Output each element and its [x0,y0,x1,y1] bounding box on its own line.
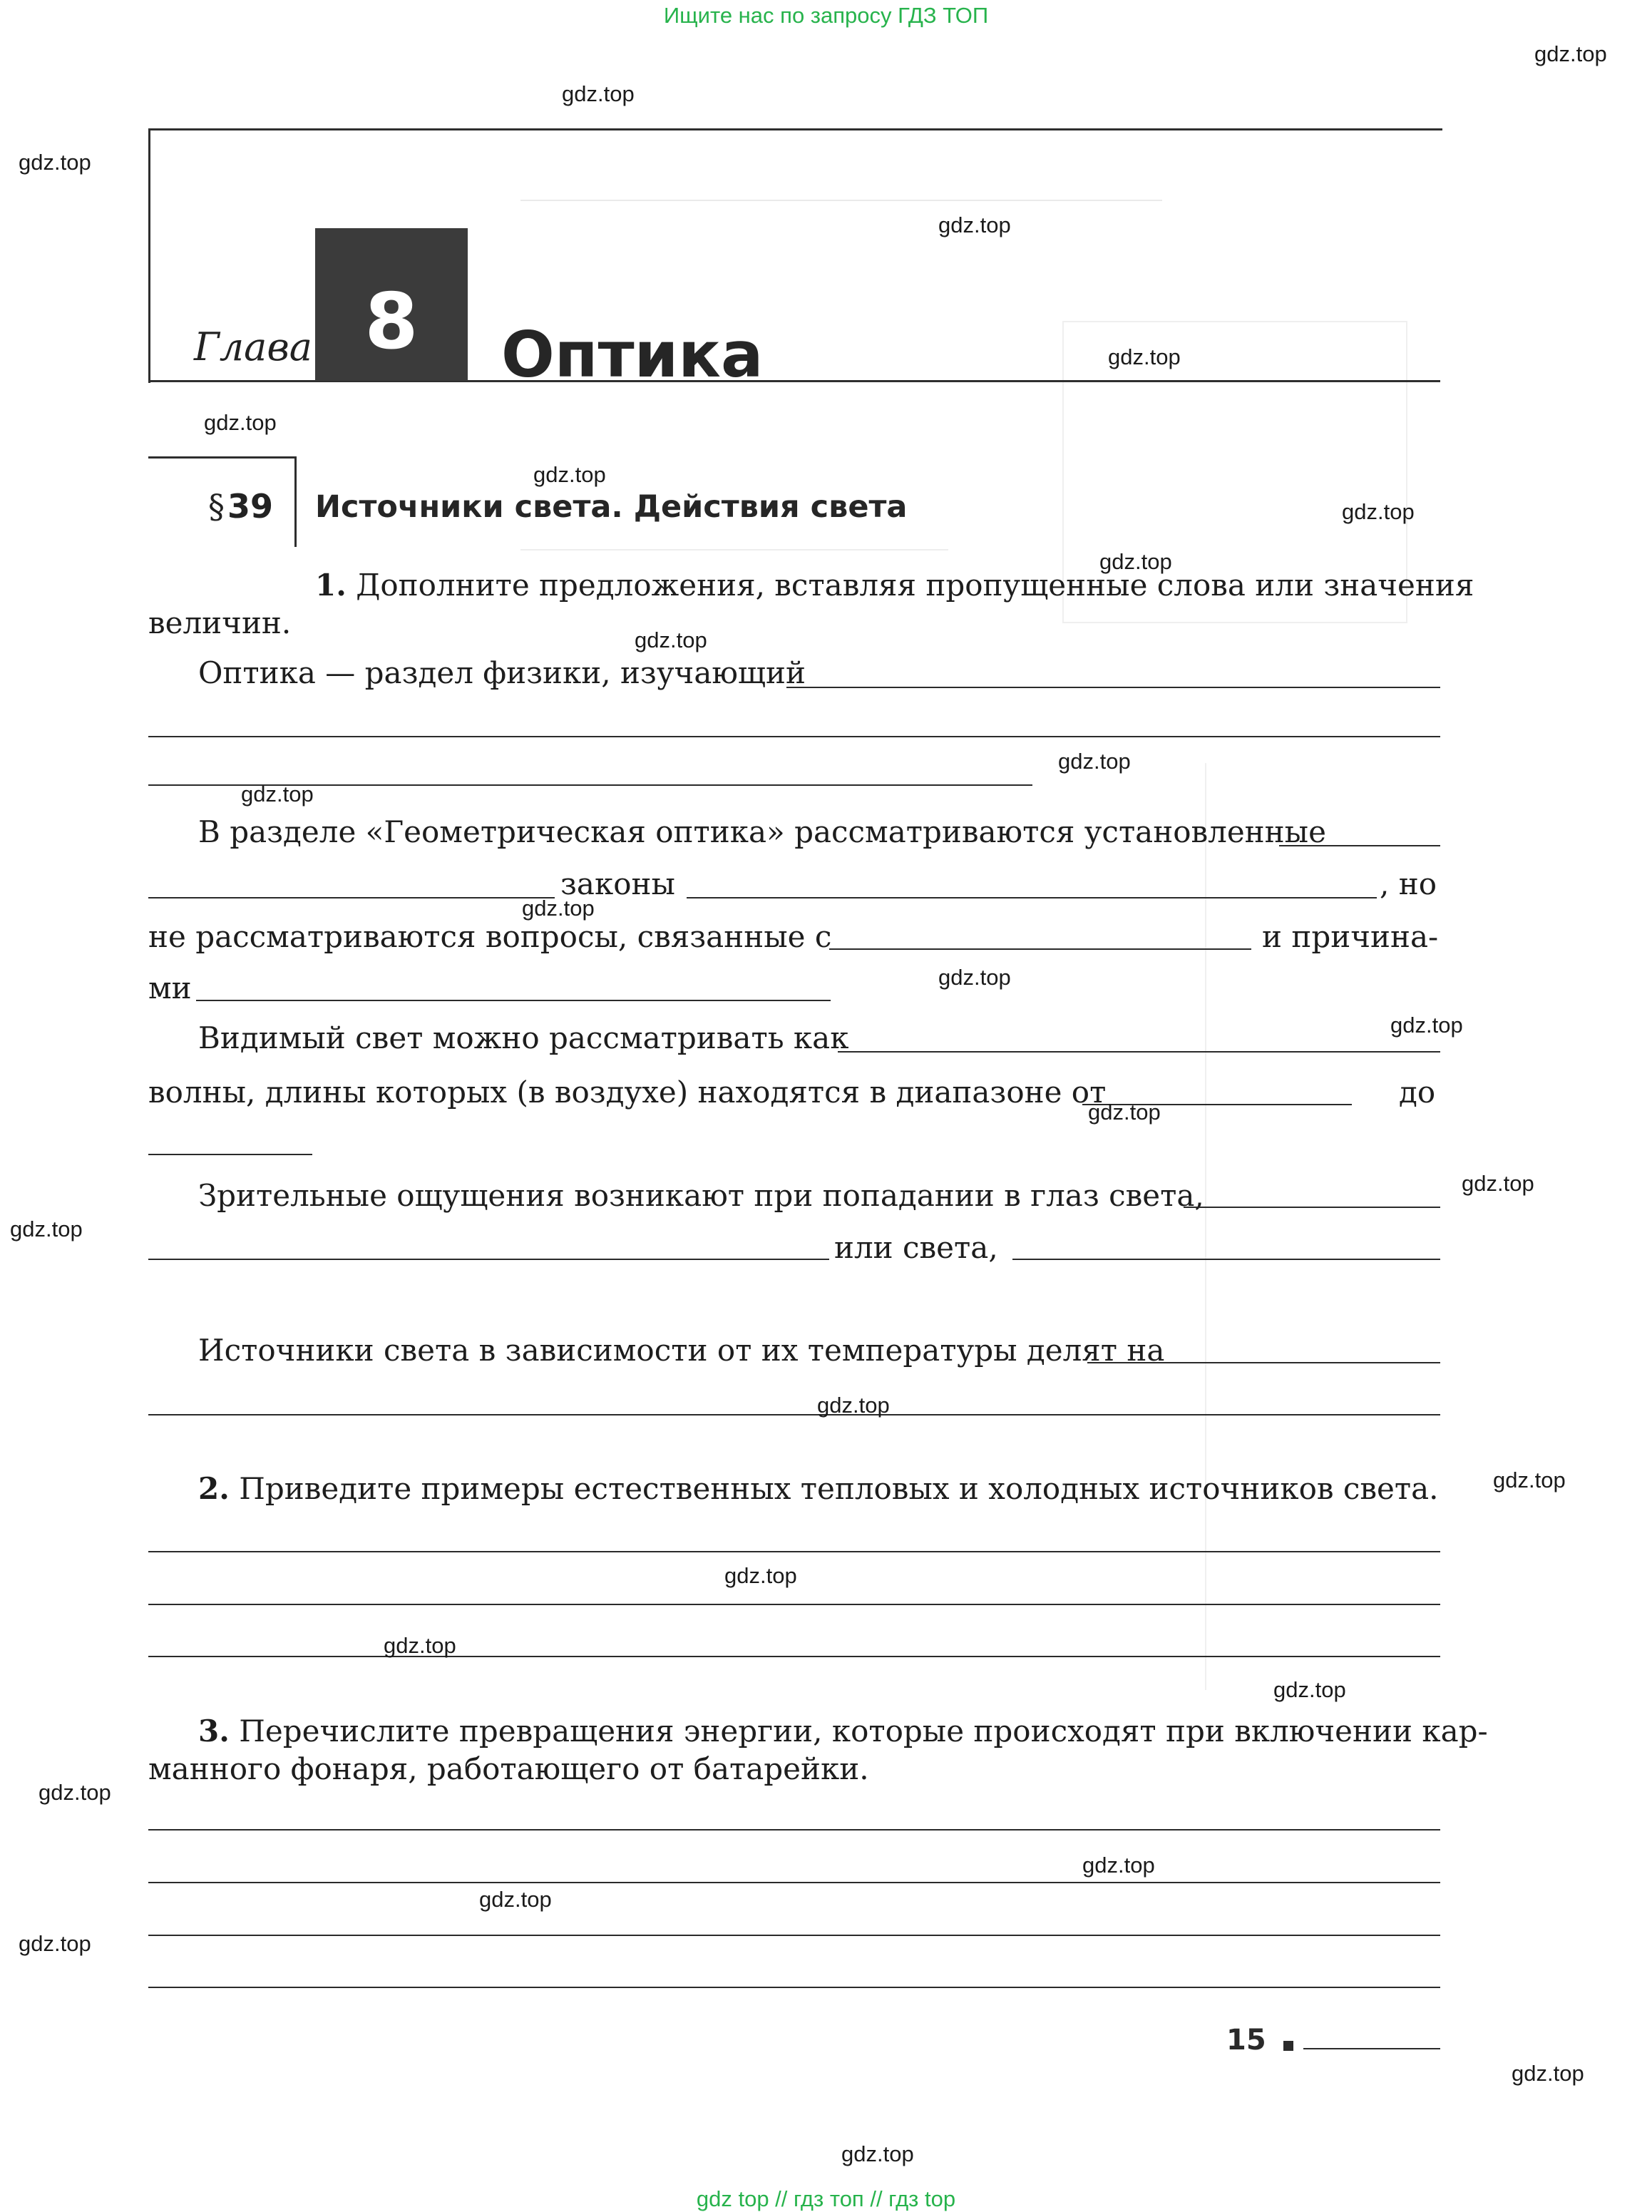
task1-sentence3-laws: законы [560,866,675,901]
task1-sentence9: или света, [834,1230,998,1265]
watermark: gdz.top [938,965,1011,990]
watermark: gdz.top [817,1393,890,1418]
task3-answer-line-4[interactable] [148,1987,1440,1988]
task3-number: 3. [198,1714,230,1748]
blank-2c[interactable] [687,897,1377,898]
watermark: gdz.top [1273,1677,1346,1702]
watermark: gdz.top [724,1563,797,1588]
watermark: gdz.top [1099,549,1172,574]
watermark: gdz.top [1390,1013,1463,1038]
blank-1a[interactable] [786,687,1440,688]
watermark: gdz.top [1108,344,1181,369]
chapter-prefix: Глава [194,324,312,369]
task1-instruction-cont: величин. [148,605,292,640]
top-banner: Ищите нас по запросу ГДЗ ТОП [663,3,989,28]
blank-4a[interactable] [829,948,1251,950]
watermark: gdz.top [1462,1171,1534,1196]
watermark: gdz.top [841,2141,914,2166]
task3-instruction-cont: манного фонаря, работающего от батарейки. [148,1751,869,1786]
blank-7b[interactable] [148,1154,312,1155]
task1-sentence8: Зрительные ощущения возникают при попадании в глаз света, [198,1178,1204,1213]
task2-answer-line-3[interactable] [148,1656,1440,1657]
task3-instruction: Перечислите превращения энергии, которые происходят при включении кар- [239,1714,1488,1748]
page-number: 15 [1226,2024,1266,2057]
watermark: gdz.top [19,150,91,175]
task1-sentence10: Источники света в зависимости от их температуры делят на [198,1333,1165,1368]
watermark: gdz.top [1493,1468,1566,1492]
bottom-banner: gdz top // гдз топ // гдз top [696,2186,956,2211]
section-number: 39 [227,487,274,526]
watermark: gdz.top [204,410,277,435]
task1-instruction: Дополните предложения, вставляя пропущенные слова или значения [356,568,1474,603]
watermark: gdz.top [1534,41,1607,66]
blank-5a[interactable] [196,1000,831,1001]
blank-9b[interactable] [1012,1259,1440,1260]
section-title: Источники света. Действия света [315,489,908,525]
blank-6a[interactable] [838,1051,1440,1053]
task1-sentence1: Оптика — раздел физики, изучающий [198,655,806,690]
watermark: gdz.top [562,81,635,106]
watermark: gdz.top [479,1887,552,1912]
task2-answer-line-1[interactable] [148,1551,1440,1552]
blank-10a[interactable] [1087,1362,1440,1363]
task2-line [198,1472,1439,1506]
task2-answer-line-2[interactable] [148,1604,1440,1605]
task1-sentence7-end: до [1399,1075,1436,1110]
watermark: gdz.top [1088,1100,1161,1125]
blank-2b[interactable] [148,897,555,898]
task3-answer-line-3[interactable] [148,1935,1440,1936]
task2-instruction: Приведите примеры естественных тепловых и холодных источников света. [239,1471,1439,1506]
blank-9a[interactable] [148,1259,829,1260]
page-number-bullet [1283,2041,1293,2051]
chapter-number: 8 [364,277,419,367]
blank-2a[interactable] [1279,845,1440,846]
task1-number: 1. [315,568,347,603]
watermark: gdz.top [1512,2061,1584,2086]
watermark: gdz.top [1342,499,1415,524]
watermark: gdz.top [1082,1853,1155,1878]
watermark: gdz.top [19,1931,91,1956]
blank-10b[interactable] [148,1414,1440,1415]
section-symbol: § [208,487,225,526]
watermark: gdz.top [10,1217,83,1241]
watermark: gdz.top [533,462,606,487]
task1-sentence7: волны, длины которых (в воздухе) находятся в диапазоне от [148,1075,1107,1110]
section-label [208,487,273,526]
task1-sentence3-end: , но [1380,866,1437,901]
watermark: gdz.top [39,1780,111,1805]
blank-1b[interactable] [148,736,1440,737]
watermark: gdz.top [522,896,595,921]
task1-line1 [315,568,1474,603]
task1-sentence4: не рассматриваются вопросы, связанные с [148,919,832,954]
task1-sentence5: ми [148,971,192,1005]
blank-8a[interactable] [1184,1207,1440,1208]
task3-line1 [198,1714,1488,1748]
task3-answer-line-1[interactable] [148,1829,1440,1830]
watermark: gdz.top [938,213,1011,237]
task3-answer-line-2[interactable] [148,1882,1440,1883]
task1-sentence2: В разделе «Геометрическая оптика» рассматриваются установленные [198,814,1326,849]
watermark: gdz.top [384,1633,456,1658]
watermark: gdz.top [1058,749,1131,774]
chapter-title: Оптика [501,318,764,391]
page-number-rule [1303,2048,1440,2049]
task2-number: 2. [198,1471,230,1506]
watermark: gdz.top [241,782,314,807]
task1-sentence6: Видимый свет можно рассматривать как [198,1020,849,1055]
task1-sentence4-end: и причина- [1262,919,1439,954]
watermark: gdz.top [635,628,707,652]
